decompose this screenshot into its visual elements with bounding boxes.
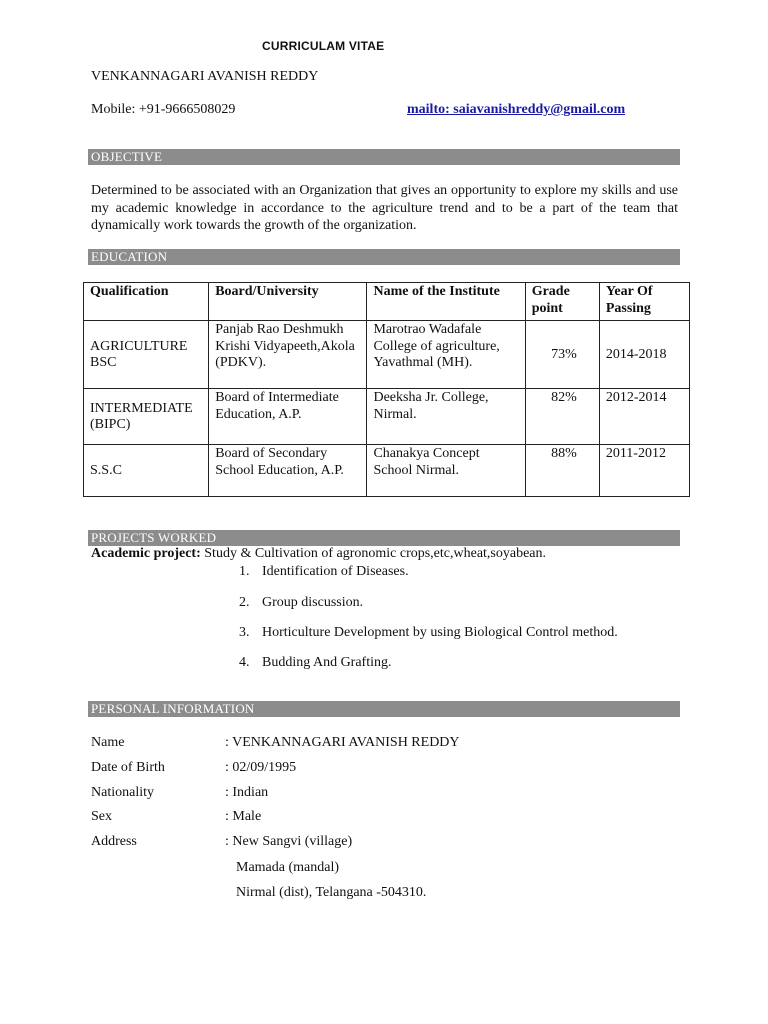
- list-text: Identification of Diseases.: [262, 564, 409, 579]
- cell-grade: 73%: [525, 321, 599, 389]
- cell-institute: Chanakya Concept School Nirmal.: [367, 445, 525, 497]
- label-address: Address: [91, 834, 137, 849]
- cell-year: 2012-2014: [599, 389, 689, 445]
- cell-board: Board of Intermediate Education, A.P.: [209, 389, 367, 445]
- list-text: Budding And Grafting.: [262, 655, 392, 670]
- header-grade: Grade point: [525, 283, 599, 321]
- table-row: [84, 389, 690, 445]
- document-title: CURRICULAM VITAE: [262, 39, 385, 53]
- value-address-line2: Mamada (mandal): [236, 860, 340, 875]
- header-board: Board/University: [209, 283, 367, 321]
- list-number: 4.: [239, 655, 250, 670]
- value-address-line1: : New Sangvi (village): [225, 834, 353, 849]
- cell-board: Board of Secondary School Education, A.P.: [209, 445, 367, 497]
- list-number: 1.: [239, 564, 250, 579]
- cell-year: 2011-2012: [599, 445, 689, 497]
- academic-project-label: Academic project:: [91, 546, 201, 561]
- section-header-personal: PERSONAL INFORMATION: [88, 701, 680, 717]
- academic-project-description: Study & Cultivation of agronomic crops,etc,wheat,soyabean.: [204, 546, 547, 561]
- cell-grade: 88%: [525, 445, 599, 497]
- label-dob: Date of Birth: [91, 760, 165, 775]
- section-header-projects: PROJECTS WORKED: [88, 530, 680, 546]
- cell-qualification: S.S.C: [84, 445, 209, 497]
- list-item: [239, 564, 409, 580]
- header-qualification: Qualification: [84, 283, 209, 321]
- section-header-education: EDUCATION: [88, 249, 680, 265]
- list-item: [239, 595, 363, 611]
- email-link[interactable]: mailto: saiavanishreddy@gmail.com: [407, 102, 626, 117]
- label-name: Name: [91, 735, 125, 750]
- header-year: Year Of Passing: [599, 283, 689, 321]
- value-sex: : Male: [225, 809, 262, 824]
- value-address-line3: Nirmal (dist), Telangana -504310.: [236, 885, 427, 900]
- candidate-name: VENKANNAGARI AVANISH REDDY: [91, 69, 319, 84]
- value-dob: : 02/09/1995: [225, 760, 297, 775]
- list-text: Horticulture Development by using Biological Control method.: [262, 625, 618, 640]
- cell-qualification: AGRICULTURE BSC: [84, 321, 209, 389]
- cell-board: Panjab Rao Deshmukh Krishi Vidyapeeth,Akola (PDKV).: [209, 321, 367, 389]
- education-table: [83, 282, 690, 497]
- table-row: [84, 321, 690, 389]
- label-nationality: Nationality: [91, 785, 154, 800]
- label-sex: Sex: [91, 809, 112, 824]
- cell-year: 2014-2018: [599, 321, 689, 389]
- list-number: 3.: [239, 625, 250, 640]
- list-text: Group discussion.: [262, 595, 364, 610]
- academic-project-line: [91, 546, 546, 562]
- header-institute: Name of the Institute: [367, 283, 525, 321]
- cell-institute: Marotrao Wadafale College of agriculture, Yavathmal (MH).: [367, 321, 525, 389]
- objective-text: Determined to be associated with an Organization that gives an opportunity to explore my skills and use my academic knowledge in accordance to the agriculture trend and to be a part of the team that dynamically work towards the growth of the organization.: [91, 183, 678, 233]
- list-item: [239, 655, 392, 671]
- value-name: : VENKANNAGARI AVANISH REDDY: [225, 735, 460, 750]
- table-header-row: [84, 283, 690, 321]
- section-header-objective: OBJECTIVE: [88, 149, 680, 165]
- list-number: 2.: [239, 595, 250, 610]
- cell-grade: 82%: [525, 389, 599, 445]
- list-item: [239, 625, 618, 641]
- mobile-number: Mobile: +91-9666508029: [91, 102, 236, 117]
- cell-institute: Deeksha Jr. College, Nirmal.: [367, 389, 525, 445]
- cell-qualification: INTERMEDIATE (BIPC): [84, 389, 209, 445]
- table-row: [84, 445, 690, 497]
- value-nationality: : Indian: [225, 785, 269, 800]
